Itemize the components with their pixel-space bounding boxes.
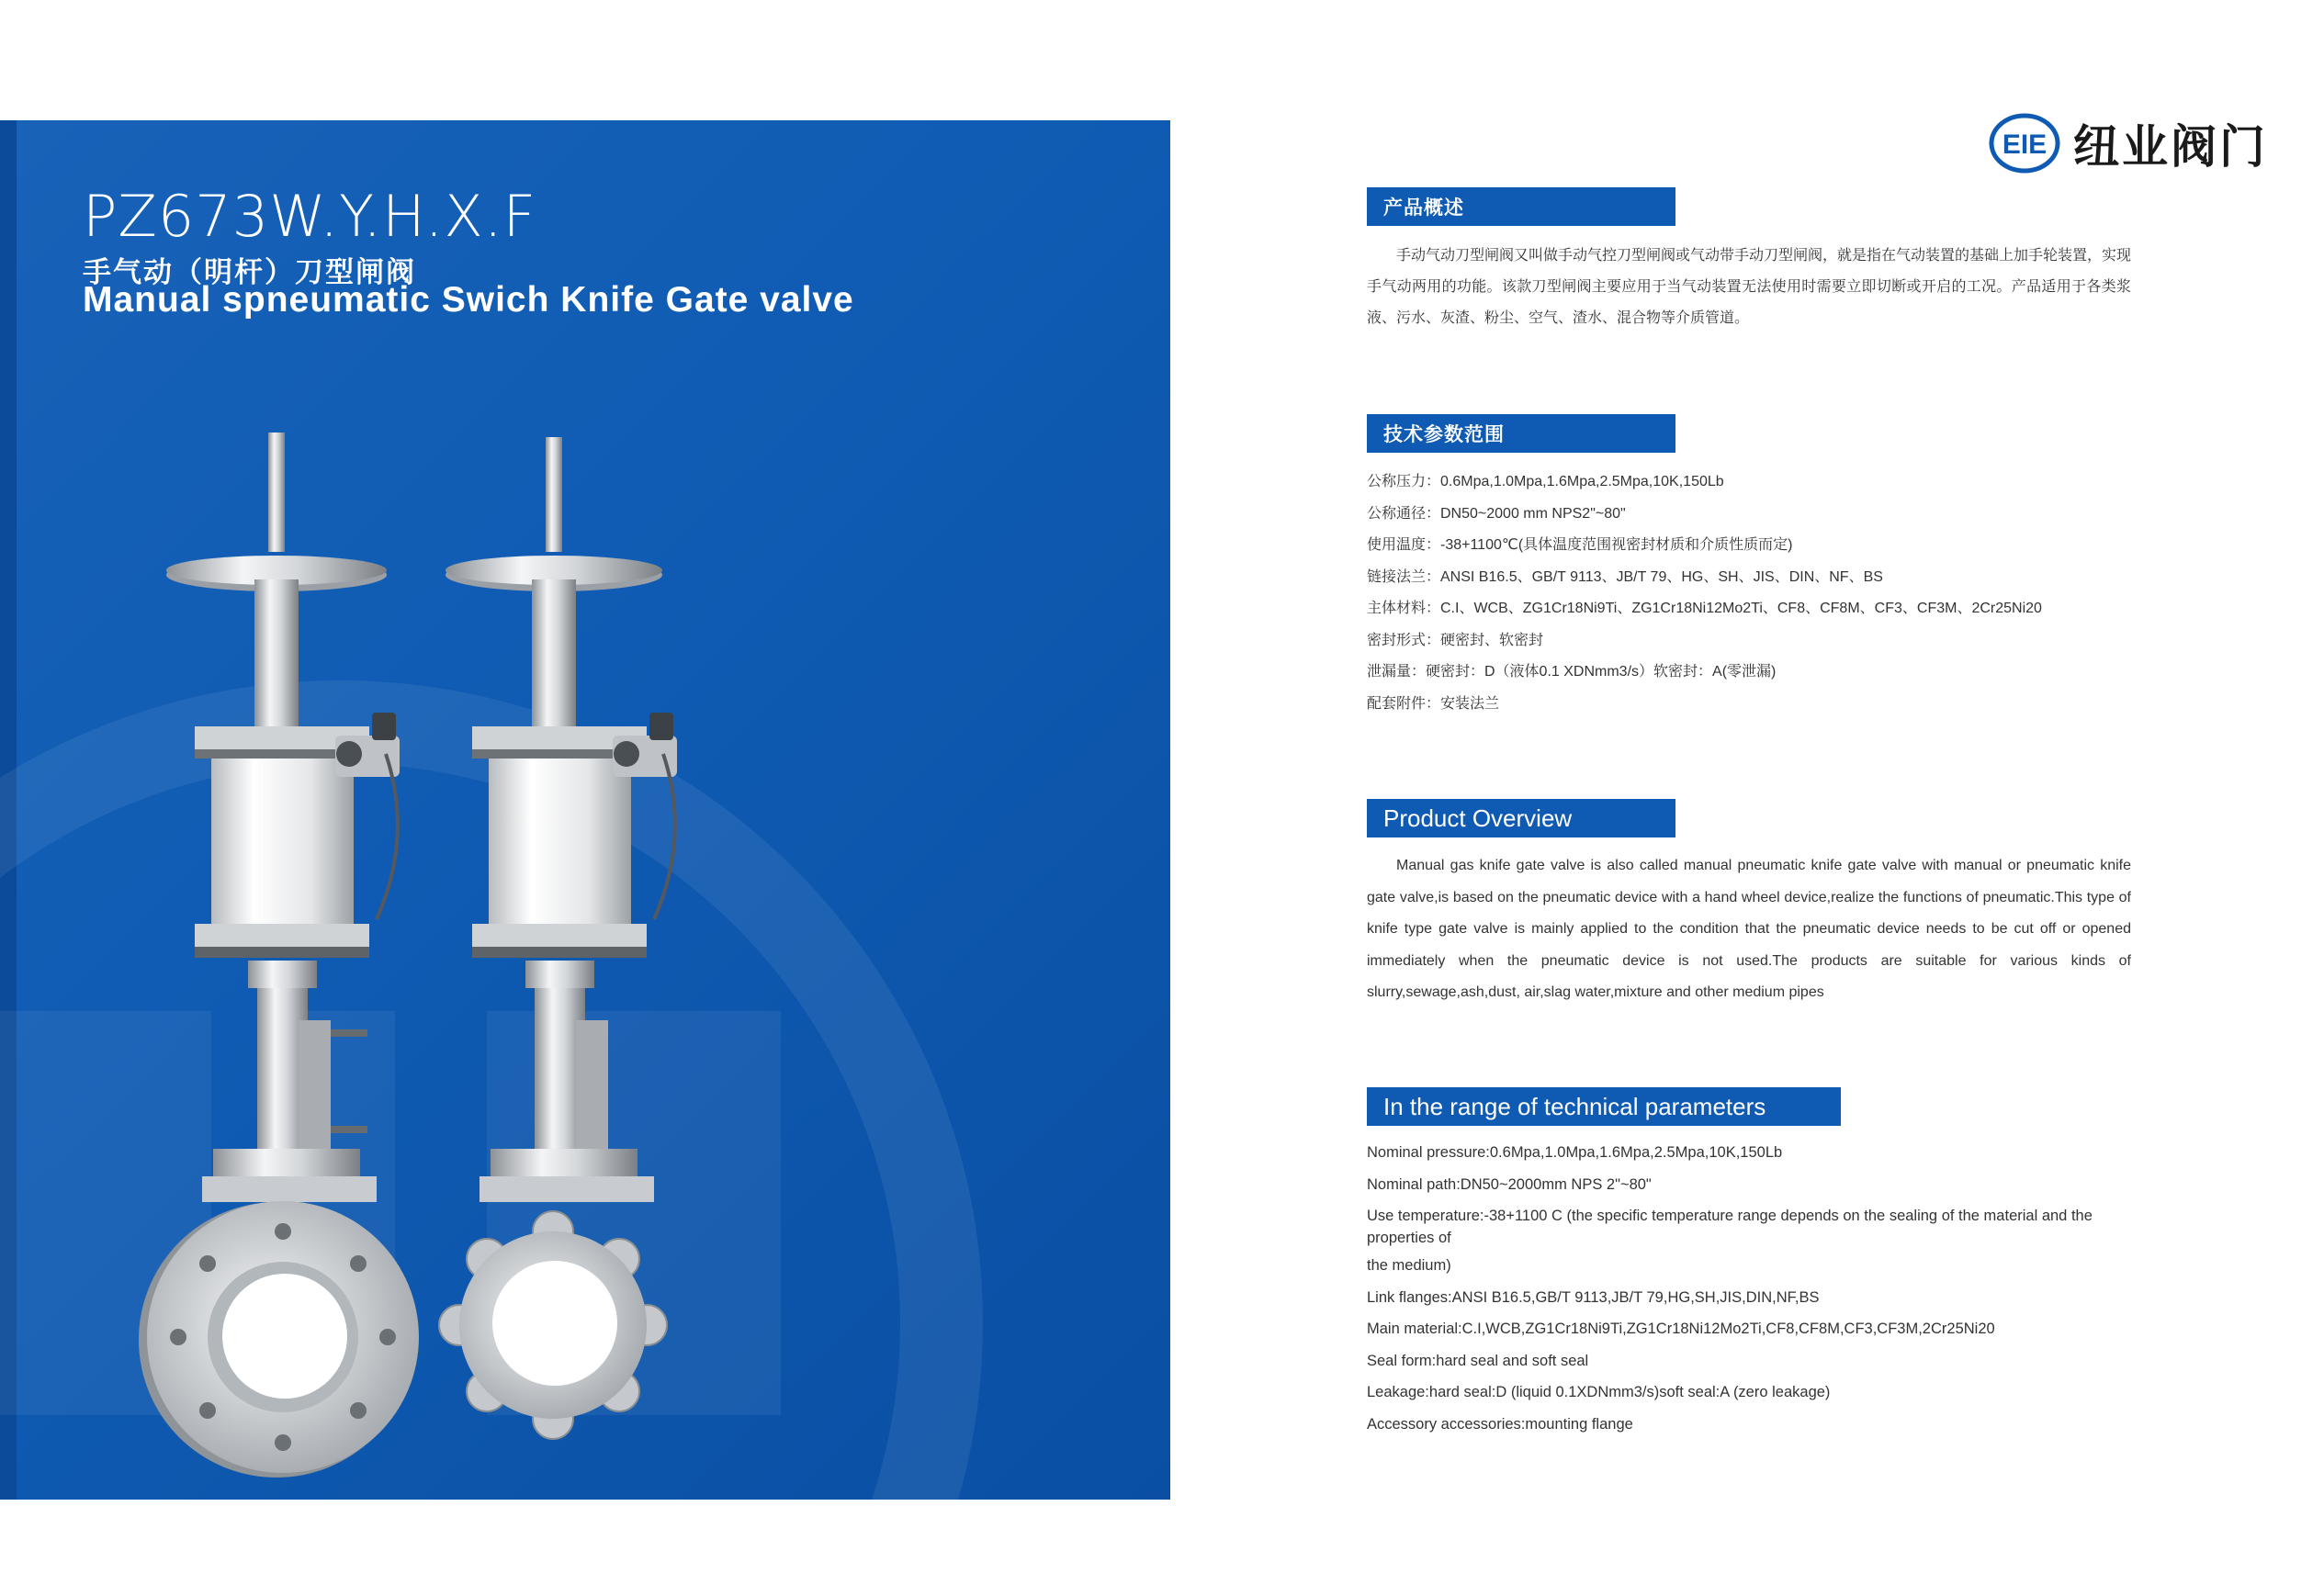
param-item: Use temperature:-38+1100 C (the specific temperature range depends on the sealing of the material and the properties of [1367,1208,2093,1246]
overview-cn-text: 手动气动刀型闸阀又叫做手动气控刀型闸阀或气动带手动刀型闸阀，就是指在气动装置的基础上加手轮装置，实现手气动两用的功能。该款刀型闸阀主要应用于当气动装置无法使用时需要立即切断或开启的工况。产品适用于各类浆液、污水、灰渣、粉尘、空气、渣水、混合物等介质管道。 [1367,248,2132,326]
section-title: Product Overview [1383,804,1573,832]
brand-mark-text: EIE [2002,129,2048,160]
param-item: Nominal pressure:0.6Mpa,1.0Mpa,1.6Mpa,2.5Mpa,10K,150Lb [1367,1144,1783,1161]
param-item: Leakage:hard seal:D (liquid 0.1XDNmm3/s)soft seal:A (zero leakage) [1367,1384,1831,1400]
param-item: Accessory accessories:mounting flange [1367,1415,1633,1433]
param-item: 密封形式：硬密封、软密封 [1367,632,1544,648]
param-item: the medium) [1367,1257,1451,1274]
param-item: 泄漏量：硬密封：D（液体0.1 XDNmm3/s）软密封：A(零泄漏) [1367,664,1777,680]
param-item: Main material:C.I,WCB,ZG1Cr18Ni9Ti,ZG1Cr18Ni12Mo2Ti,CF8,CF8M,CF3,CF3M,2Cr25Ni20 [1367,1321,1995,1337]
valve-right [439,437,677,1439]
param-item: 使用温度：-38+1100℃(具体温度范围视密封材质和介质性质而定) [1367,537,1793,553]
section-header-overview-en [1367,799,1675,837]
param-item: 公称通径：DN50~2000 mm NPS2"~80" [1367,505,1626,522]
product-name-en: Manual spneumatic Swich Knife Gate valve [83,280,854,320]
param-item: 公称压力：0.6Mpa,1.0Mpa,1.6Mpa,2.5Mpa,10K,150Lb [1367,474,1724,489]
brand-logo [1989,110,2268,176]
param-item: 链接法兰：ANSI B16.5、GB/T 9113、JB/T 79、HG、SH、JIS、DIN、NF、BS [1367,568,1883,585]
product-name-cn: 手气动（明杆）刀型闸阀 [83,256,416,288]
params-en-list [1367,1141,2138,1444]
param-item: Link flanges:ANSI B16.5,GB/T 9113,JB/T 79,HG,SH,JIS,DIN,NF,BS [1367,1288,1820,1306]
section-header-params-en [1367,1087,1841,1126]
params-cn-list [1367,466,2138,720]
valve-left [139,433,419,1478]
param-item: Nominal path:DN50~2000mm NPS 2"~80" [1367,1175,1652,1193]
section-header-overview-cn [1367,187,1675,226]
section-title: 技术参数范围 [1383,424,1505,445]
section-header-params-cn [1367,414,1675,453]
param-item: Seal form:hard seal and soft seal [1367,1352,1589,1369]
param-item: 配套附件：安装法兰 [1367,695,1500,712]
brand-name: 纽业阀门 [2073,120,2268,174]
section-title: In the range of technical parameters [1383,1092,1766,1120]
overview-en-text: Manual gas knife gate valve is also called manual pneumatic knife gate valve with manual or pneumatic knife gate valve,is based on the pneumatic device with a hand wheel device,realize the functions of pneumatic.This type of knife type gate valve is mainly applied to the condition that the pneumatic device needs to be cut off or opened immediately when the pneumatic device is not used.The products are suitable for various kinds of slurry,sewage,ash,dust, air,slag water,mixture and other medium pipes [1367,858,2131,1000]
product-code: PZ673W.Y.H.X.F [83,183,537,250]
param-item: 主体材料：C.I、WCB、ZG1Cr18Ni9Ti、ZG1Cr18Ni12Mo2Ti、CF8、CF8M、CF3、CF3M、2Cr25Ni20 [1367,601,2042,616]
valve-product-image [138,433,726,1500]
section-title: 产品概述 [1383,197,1464,219]
left-cover-panel [0,120,1170,1500]
eie-logo-icon [1989,113,2060,174]
